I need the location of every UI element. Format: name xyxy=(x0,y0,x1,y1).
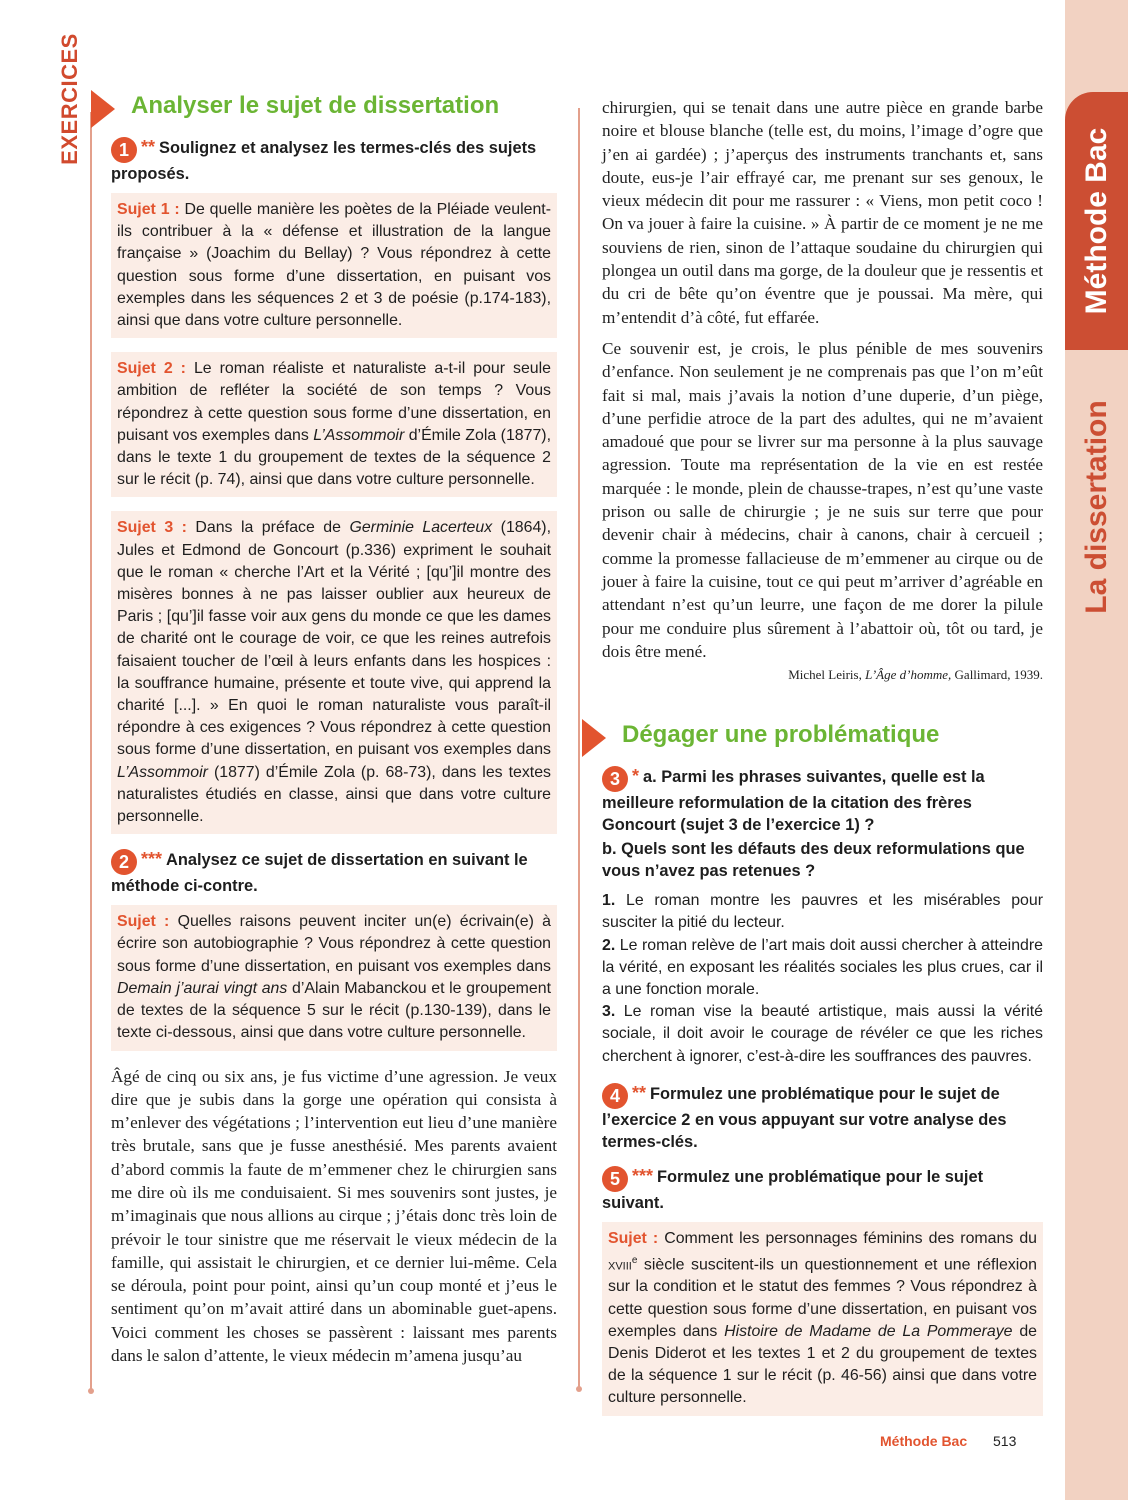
sujet-text: Comment les personnages féminins des romans du xyxy=(664,1229,1037,1247)
source-title: L’Âge d’homme, xyxy=(865,667,952,683)
exercise-instruction: Soulignez et analysez les termes-clés des sujets proposés. xyxy=(111,139,537,183)
sujet-text: (1864), Jules et Edmond de Goncourt (p.336) expriment le souhait que le roman « cherche l’Art et la Vérité ; [qu’]il montre des misères bonnes à ne pas laisser oublier aux heureux de Paris ; [qu’]il fasse voir aux gens du monde ce que les dames de charité ont le courage de voir, ce que les reines autrefois faisaient toucher de l’œil à leurs enfants dans les hospices : la souffrance humaine, présente et toute vive, qui apprend la charité [...]. » En quoi le roman naturaliste vous paraît-il répondre à ces exigences ? Vous répondrez à cette question sous forme d’une dissertation, en puisant vos exemples dans xyxy=(117,519,552,759)
source-publisher: Gallimard, 1939. xyxy=(954,667,1043,683)
exercise-instruction: Formulez une problématique pour le sujet de l’exercice 2 en vous appuyant sur votre analyse des termes-clés. xyxy=(602,1084,1007,1151)
page-number: 513 xyxy=(993,1433,1017,1449)
exercices-side-label: EXERCICES xyxy=(57,33,82,165)
sujet-text: (1877) d’Émile Zola (p. 68-73), dans les textes naturalistes étudiés en classe, ainsi que dans votre culture personnelle. xyxy=(117,763,551,826)
exercise-instruction: Formulez une problématique pour le sujet suivant. xyxy=(602,1167,984,1212)
sujet-text: Le roman réaliste et naturaliste a-t-il pour seule ambition de refléter la société de son temps ? Vous répondrez à cette question sous forme d’une dissertation, en puisant vos exemples dans xyxy=(117,360,552,444)
difficulty-stars: ** xyxy=(632,1082,647,1103)
sujet-label: Sujet : xyxy=(117,913,170,931)
list-item: 2. Le roman relève de l’art mais doit aussi chercher à atteindre la vérité, en exposant les réalités sociales les plus crues, car il a une fonction morale. xyxy=(602,936,1044,998)
exercise-5-heading xyxy=(602,1165,1043,1214)
section-arrow-icon xyxy=(91,90,115,128)
exercise-2-heading xyxy=(111,848,557,897)
sujet-ex5-box xyxy=(602,1222,1043,1416)
right-column xyxy=(602,96,1043,1430)
section-degager-heading xyxy=(602,719,1043,755)
century-suffix: e xyxy=(631,1254,638,1266)
difficulty-stars: ** xyxy=(141,137,156,157)
methode-bac-tab[interactable]: Méthode Bac xyxy=(1065,92,1128,350)
excerpt-paragraph: chirurgien, qui se tenait dans une autre pièce en grande barbe noire et blouse blanche (telle est, du moins, l’image d’ogre que j’en ai gardée) ; j’aperçus des instruments tranchants et, sans doute, eus-je l’air effrayé car, me prenant sur ses genoux, le vieux médecin dit pour me rassurer : « Viens, mon petit coco ! On va jouer à faire la cuisine. » À partir de ce moment je ne me souviens de rien, sinon de l’attaque soudaine du chirurgien qui plongea un outil dans ma gorge, de la douleur que je ressentis et du cri de bête qu’on éventre que je poussai. Ma mère, qui m’entendit d’à côté, fut effarée. xyxy=(602,98,1043,327)
exercise-number-badge: 4 xyxy=(602,1083,628,1109)
sujet-text: d’Émile Zola (1877), dans le texte 1 du groupement de textes de la séquence 2 sur le récit (p. 74), ainsi que dans votre culture personnelle. xyxy=(117,426,552,489)
excerpt-source xyxy=(602,667,1043,683)
left-column-rule xyxy=(90,112,92,1392)
exercise-instruction: Analysez ce sujet de dissertation en suivant le méthode ci-contre. xyxy=(111,851,528,896)
exercise-number-badge: 1 xyxy=(111,137,137,163)
right-chapter-band xyxy=(1065,0,1128,1500)
exercise-number-badge: 2 xyxy=(111,849,137,875)
section-arrow-icon xyxy=(582,719,606,757)
sujet-text: De quelle manière les poètes de la Pléiade veulent-ils contribuer à la « défense et illustration de la langue française » (Joachim du Bellay) ? Vous répondrez à cette question sous forme d’une dissertation, en puisant vos exemples dans les séquences 2 et 3 de poésie (p.174-183), ainsi que dans votre culture personnelle. xyxy=(117,201,551,330)
page-footer xyxy=(880,1433,1016,1449)
exercise-3-heading xyxy=(602,765,1043,836)
sujet-3-box xyxy=(111,511,557,834)
sujet-text: de Denis Diderot et les textes 1 et 2 du groupement de textes de la séquence 1 sur le récit (p. 46-56) ainsi que dans votre culture personnelle. xyxy=(608,1322,1037,1407)
sujet-text: Quelles raisons peuvent inciter un(e) écrivain(e) à écrire son autobiographie ? Vous répondrez à cette question sous forme d’une dissertation, en puisant vos exemples dans xyxy=(117,913,551,975)
left-column xyxy=(111,90,557,1367)
work-title: Histoire de Madame de La Pommeraye xyxy=(724,1322,1013,1340)
work-title: L’Assommoir xyxy=(117,763,208,781)
sujet-text: siècle suscitent-ils un questionnement et une réflexion sur la condition et le statut des femmes ? Vous répondrez à cette question sous forme d’une dissertation, en puisant vos exemples dans xyxy=(608,1256,1037,1340)
work-title: L’Assommoir xyxy=(313,426,405,444)
exercise-question-b: b. Quels sont les défauts des deux reformulations que vous n’avez pas retenues ? xyxy=(602,840,1025,881)
exercise-number-badge: 5 xyxy=(602,1166,628,1192)
difficulty-stars: *** xyxy=(141,849,163,870)
list-item: 1. Le roman montre les pauvres et les misérables pour susciter la pitié du lecteur. xyxy=(602,892,1043,932)
section-title: Analyser le sujet de dissertation xyxy=(131,92,500,119)
sujet-label: Sujet 1 : xyxy=(117,201,180,218)
work-title: Germinie Lacerteux xyxy=(349,519,493,537)
center-column-rule xyxy=(578,108,580,1390)
sujet-1-box xyxy=(111,193,557,338)
sujet-label: Sujet 2 : xyxy=(117,360,186,378)
excerpt-right xyxy=(602,96,1043,663)
exercise-1-heading xyxy=(111,136,557,185)
sujet-2-box xyxy=(111,352,557,497)
exercise-4-heading xyxy=(602,1082,1043,1153)
sujet-label: Sujet : xyxy=(608,1229,659,1247)
footer-label: Méthode Bac xyxy=(880,1433,968,1449)
difficulty-stars: *** xyxy=(632,1165,654,1186)
excerpt-left xyxy=(111,1065,557,1368)
excerpt-paragraph: Âgé de cinq ou six ans, je fus victime d’une agression. Je veux dire que je subis dans la gorge une opération qui consista à m’enlever des végétations ; l’intervention eut lieu d’une manière très brutale, sans que je fusse anesthésié. Mes parents avaient d’abord commis la faute de m’emmener chez le chirurgien sans me dire où ils me conduisaient. Si mes souvenirs sont justes, je m’imaginais que nous allions au cirque ; j’étais donc très loin de prévoir le tour sinistre que me réservait le vieux médecin de la famille, qui assistait le chirurgien, et ce dernier lui-même. Cela se déroula, point pour point, ainsi qu’un coup monté et j’eus le sentiment qu’on m’avait attiré dans un abominable guet-apens. Voici comment les choses se passèrent : laissant mes parents dans le salon d’attente, le vieux médecin m’amena jusqu’au xyxy=(111,1066,557,1366)
sujet-label: Sujet 3 : xyxy=(117,519,187,537)
exercise-number-badge: 3 xyxy=(602,766,628,792)
section-analyser-heading xyxy=(111,90,557,126)
excerpt-paragraph: Ce souvenir est, je crois, le plus pénible de mes souvenirs d’enfance. Non seulement je ne comprenais pas que l’on m’eût fait si mal, mais j’avais la notion d’une duperie, d’un piège, d’une perfidie atroce de la part des adultes, qui ne m’avaient amadoué que pour se livrer sur ma personne à la plus sauvage agression. Toute ma représentation de la vie en est restée marquée : le monde, plein de chausse-trapes, n’est qu’une vaste prison ou salle de chirurgie ; je ne suis sur terre que pour devenir chair à médecins, chair à canons, chair à cercueil ; comme la promesse fallacieuse de m’emmener au cirque ou de jouer à faire la cuisine, tout ce qui peut m’arriver d’agréable en attendant n’est qu’un leurre, une façon de me dorer la pilule pour me conduire plus sûrement à l’abattoir où, tôt ou tard, je dois être mené. xyxy=(602,338,1043,661)
century-numeral: xviii xyxy=(608,1256,632,1274)
reformulation-list xyxy=(602,890,1043,1068)
dissertation-tab[interactable]: La dissertation xyxy=(1079,400,1113,614)
source-author: Michel Leiris, xyxy=(788,667,862,683)
work-title: Demain j’aurai vingt ans xyxy=(117,979,288,997)
list-item: 3. Le roman vise la beauté artistique, mais aussi la vérité sociale, il doit avoir le courage de révéler ce que les riches cherchent à ignorer, c’est-à-dire les souffrances des pauvres. xyxy=(602,1003,1044,1065)
sujet-text: d’Alain Mabanckou et le groupement de textes de la séquence 5 sur le récit (p.130-139), dans le texte ci-dessous, ainsi que dans votre culture personnelle. xyxy=(117,979,551,1042)
center-rule-dot xyxy=(576,1386,582,1392)
exercise-question: a. Parmi les phrases suivantes, quelle est la meilleure reformulation de la citation des frères Goncourt (sujet 3 de l’exercice 1) ? xyxy=(602,768,985,835)
sujet-text: Dans la préface de xyxy=(195,519,341,537)
section-title: Dégager une problématique xyxy=(622,721,940,749)
left-rule-dot xyxy=(88,1388,94,1394)
sujet-ex2-box xyxy=(111,905,557,1050)
difficulty-stars: * xyxy=(632,766,640,787)
